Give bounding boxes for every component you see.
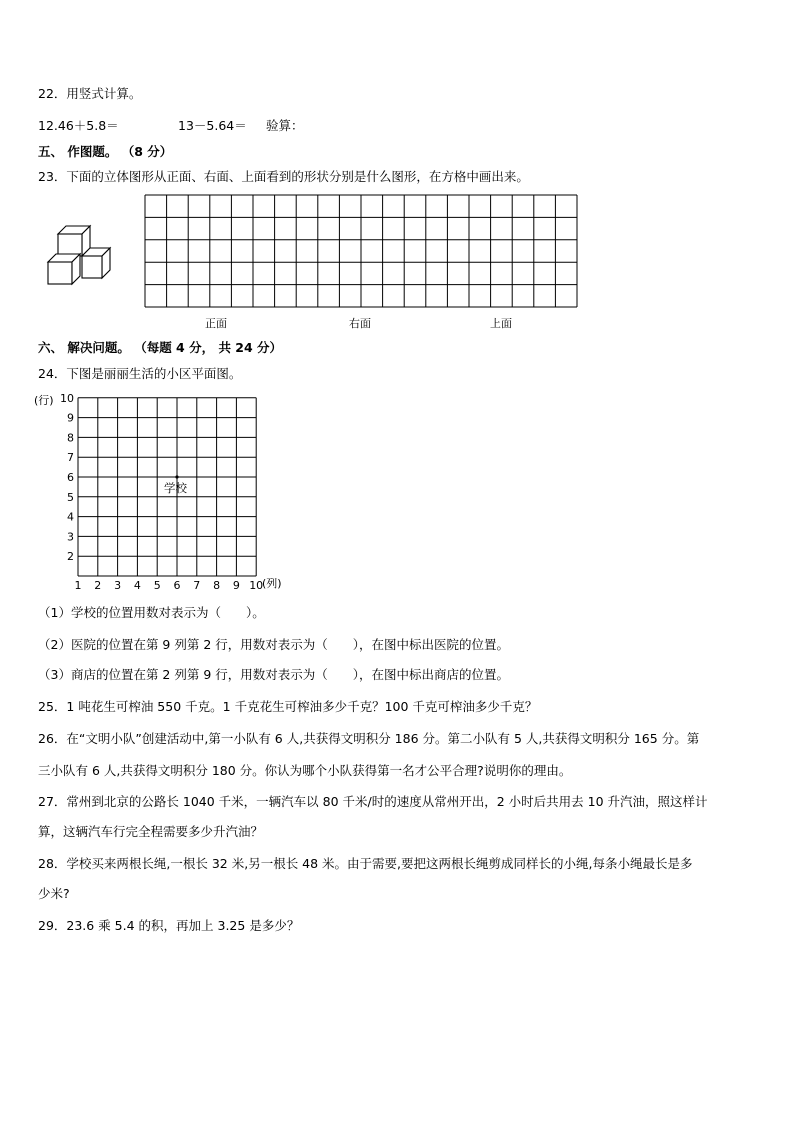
section-5-title: 五、 作图题。 （8 分）	[38, 144, 173, 159]
front-view-label: 正面	[205, 317, 227, 330]
q22-expressions	[38, 116, 304, 134]
y-tick-label: 2	[67, 550, 74, 564]
q26-line-2: 三小队有 6 人,共获得文明积分 180 分。你认为哪个小队获得第一名才公平合理?说明你的理由。	[38, 763, 572, 778]
q29: 29．23.6 乘 5.4 的积，再加上 3.25 是多少？	[38, 918, 300, 933]
x-tick-label: 3	[114, 579, 122, 592]
q25: 25．1 吨花生可榨油 550 千克。1 千克花生可榨油多少千克？100 千克可榨油多少千克？	[38, 699, 538, 714]
y-tick-label: 4	[67, 510, 74, 524]
q28-line-1: 28．学校买来两根长绳,一根长 32 米,另一根长 48 米。由于需要,要把这两根长绳剪成同样长的小绳,每条小绳最长是多	[38, 856, 693, 871]
q28-line-2: 少米?	[38, 886, 70, 901]
col-axis-label: (列)	[262, 577, 282, 590]
x-tick-label: 10	[249, 579, 264, 592]
x-tick-label: 8	[213, 579, 221, 592]
y-tick-label: 8	[67, 431, 74, 445]
q24-title: 24．下图是丽丽生活的小区平面图。	[38, 366, 242, 381]
top-view-label: 上面	[490, 317, 512, 330]
x-tick-label: 1	[74, 579, 82, 592]
q22-expr-2: 13－5.64＝	[178, 118, 247, 133]
community-map	[30, 388, 300, 594]
q22-expr-3: 验算：	[266, 118, 304, 133]
right-view-label: 右面	[349, 317, 371, 330]
x-tick-label: 6	[173, 579, 181, 592]
q22-title: 22．用竖式计算。	[38, 86, 142, 101]
q24-sub-1: （1）学校的位置用数对表示为（ ）。	[38, 605, 265, 620]
q24-sub-3: （3）商店的位置在第 2 列第 9 行，用数对表示为（ ），在图中标出商店的位置。	[38, 667, 510, 682]
section-6-title: 六、 解决问题。 （每题 4 分， 共 24 分）	[38, 340, 283, 355]
school-label: 学校	[164, 481, 187, 495]
x-tick-label: 2	[94, 579, 102, 592]
y-tick-label: 9	[67, 411, 74, 425]
q27-line-2: 算，这辆汽车行完全程需要多少升汽油？	[38, 824, 264, 839]
school-point	[175, 475, 178, 478]
q27-line-1: 27．常州到北京的公路长 1040 千米，一辆汽车以 80 千米/时的速度从常州开出，2 小时后共用去 10 升汽油，照这样计	[38, 794, 708, 809]
q24-sub-2: （2）医院的位置在第 9 列第 2 行，用数对表示为（ ），在图中标出医院的位置。	[38, 637, 510, 652]
y-tick-label: 7	[67, 451, 74, 465]
y-tick-label: 6	[67, 471, 74, 484]
x-tick-label: 4	[133, 579, 141, 592]
x-tick-label: 7	[193, 579, 201, 592]
cube-figure	[44, 222, 120, 288]
q23-title: 23．下面的立体图形从正面、右面、上面看到的形状分别是什么图形，在方格中画出来。	[38, 169, 529, 184]
row-axis-label: (行)	[34, 394, 54, 407]
y-tick-label: 3	[67, 530, 74, 544]
x-tick-label: 9	[232, 579, 240, 592]
q26-line-1: 26．在“文明小队”创建活动中,第一小队有 6 人,共获得文明积分 186 分。第二小队有 5 人,共获得文明积分 165 分。第	[38, 731, 700, 746]
y-tick-label: 10	[60, 391, 74, 405]
x-tick-label: 5	[153, 579, 161, 592]
y-tick-label: 5	[67, 490, 74, 504]
q22-expr-1: 12.46＋5.8＝	[38, 118, 119, 133]
drawing-grid[interactable]	[144, 194, 580, 309]
